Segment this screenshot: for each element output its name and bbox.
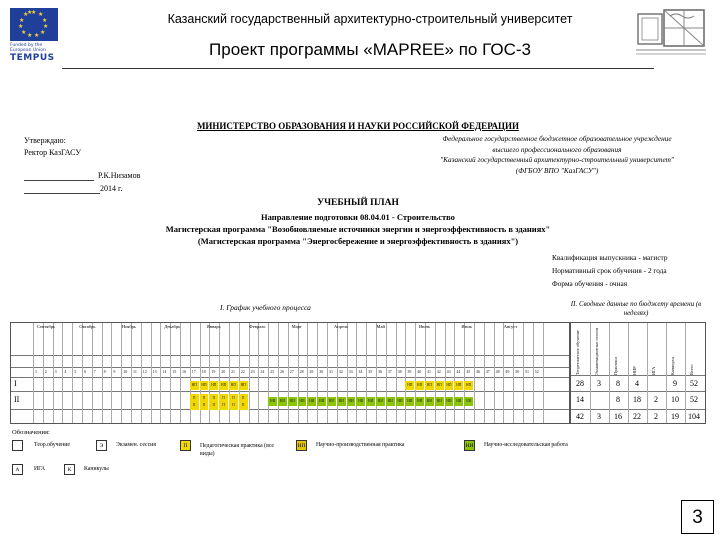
week-number: 50 [515,369,520,374]
schedule-cell: НП [229,381,239,390]
legend-title: Обозначения: [12,429,50,436]
week-divider [53,323,54,423]
week-divider [33,323,34,423]
week-number: 1 [35,369,37,374]
week-divider [62,323,63,423]
legend-box-production-practice: НП [296,440,307,451]
week-number: 36 [378,369,382,374]
signature-line [24,180,94,181]
summary-header: Практики [613,357,618,375]
week-number: 12 [142,369,147,374]
week-divider [327,323,328,423]
week-divider [121,323,122,423]
summary-value: 52 [690,379,698,388]
schedule-cell: П [190,394,200,403]
schedule-cell: НП [405,381,415,390]
summary-value: 2 [654,412,658,421]
legend-box-theory [12,440,23,451]
summary-value: 4 [635,379,639,388]
schedule-cell: П [209,401,219,410]
week-number: 14 [162,369,167,374]
week-divider [386,323,387,423]
slide-number: 3 [681,500,714,534]
week-number: 21 [231,369,235,374]
schedule-cell: П [239,394,249,403]
week-number: 40 [417,369,422,374]
schedule-cell: П [219,401,229,410]
summary-value: 42 [576,412,584,421]
eu-flag-icon: ★ ★ ★ ★ ★ ★ ★ ★ ★ ★ ★ ★ [10,8,58,41]
week-divider [102,323,103,423]
schedule-cell: НП [200,381,210,390]
week-divider [376,323,377,423]
week-number: 16 [182,369,186,374]
eu-caption: Funded by the European Union [10,43,46,53]
schedule-cell: П [200,401,210,410]
university-title: Казанский государственный архитектурно-строительный университет [167,12,573,26]
week-number: 39 [407,369,412,374]
week-divider [337,323,338,423]
program-alt-line: (Магистерская программа "Энергосбережение и энергоэффективность в зданиях") [197,236,519,246]
week-number: 8 [103,369,106,374]
summary-value: 2 [654,395,658,404]
course-label: I [14,379,17,388]
week-divider [435,323,436,423]
month-header: Январь [206,324,221,329]
week-number: 24 [260,369,265,374]
summary-divider [685,323,686,423]
week-divider [131,323,132,423]
summary-header: Экзаменационные сессии [594,328,599,375]
month-header: Октябрь [79,324,96,329]
week-number: 26 [280,369,284,374]
week-number: 52 [534,369,539,374]
week-divider [347,323,348,423]
schedule-cell: НИ [317,397,327,406]
summary-divider [666,323,667,423]
summary-value: 14 [576,395,584,404]
schedule-cell: НИ [425,397,435,406]
week-number: 3 [54,369,57,374]
week-divider [513,323,514,423]
header-divider [62,68,654,69]
schedule-cell: НП [190,381,200,390]
week-divider [170,323,171,423]
schedule-cell: П [239,401,249,410]
schedule-cell: НИ [415,397,425,406]
month-header: Ноябрь [121,324,136,329]
legend-label: Экзамен. сессия [116,442,156,448]
schedule-cell: НИ [366,397,376,406]
week-divider [249,323,250,423]
week-divider [474,323,475,423]
week-number: 28 [299,369,304,374]
week-divider [141,323,142,423]
week-divider [415,323,416,423]
week-divider [503,323,504,423]
plan-title: УЧЕБНЫЙ ПЛАН [317,198,399,208]
week-number: 32 [338,369,343,374]
summary-value: 10 [671,395,679,404]
week-number: 46 [476,369,480,374]
week-divider [151,323,152,423]
legend-box-vacation: К [64,464,75,475]
week-number: 35 [368,369,373,374]
week-number: 33 [348,369,353,374]
week-number: 43 [446,369,451,374]
week-divider [317,323,318,423]
summary-value: 19 [671,412,679,421]
summary-caption: II. Сводные данные по бюджету времени (в неделях) [570,300,702,317]
university-logo-icon [634,6,708,66]
week-divider [72,323,73,423]
summary-value: 9 [673,379,677,388]
schedule-cell: П [229,401,239,410]
week-divider [160,323,161,423]
org-line: высшего профессионального образования [492,144,622,154]
week-divider [268,323,269,423]
schedule-cell: П [229,394,239,403]
schedule-cell: НИ [405,397,415,406]
time-budget-table [570,322,706,424]
week-divider [278,323,279,423]
week-number: 34 [358,369,363,374]
week-divider [445,323,446,423]
schedule-cell: П [200,394,210,403]
approve-label: Утверждаю: [24,136,66,145]
month-header: Сентябрь [37,324,56,329]
approve-year: 2014 г. [100,184,123,193]
month-header: Декабрь [164,324,181,329]
week-number: 10 [123,369,128,374]
summary-value: 3 [597,379,601,388]
week-number: 15 [172,369,177,374]
study-plan-document [8,118,708,518]
week-number: 2 [44,369,47,374]
project-title: Проект программы «MAPREE» по ГОС-3 [209,40,531,59]
week-divider [454,323,455,423]
schedule-cell: НП [209,381,219,390]
week-divider [258,323,259,423]
week-number: 13 [152,369,157,374]
schedule-table [10,322,570,424]
week-divider [494,323,495,423]
summary-value: 3 [597,412,601,421]
schedule-cell: НИ [307,397,317,406]
month-header: Февраль [249,324,266,329]
summary-header: Каникулы [670,356,675,375]
month-header: Июнь [418,324,430,329]
week-number: 51 [525,369,529,374]
week-number: 44 [456,369,461,374]
legend-label: Научно-исследовательская работа [484,442,568,448]
week-number: 7 [93,369,96,374]
week-number: 25 [270,369,275,374]
summary-divider [609,323,610,423]
week-divider [111,323,112,423]
week-number: 37 [387,369,392,374]
week-divider [533,323,534,423]
legend-label: Научно-производственная практика [316,442,405,448]
schedule-cell: НИ [386,397,396,406]
week-number: 41 [427,369,431,374]
week-number: 29 [309,369,314,374]
summary-header: Теоретическое обучение [575,330,580,375]
summary-value: 22 [633,412,641,421]
schedule-cell: НИ [396,397,406,406]
direction-line: Направление подготовки 08.04.01 - Строительство [261,212,455,222]
week-number: 6 [84,369,86,374]
schedule-cell: НИ [376,397,386,406]
week-divider [307,323,308,423]
week-divider [43,323,44,423]
week-divider [425,323,426,423]
month-header: Март [291,324,302,329]
legend-label: Теор.обучение [34,442,70,448]
week-number: 38 [397,369,402,374]
schedule-cell: НИ [278,397,288,406]
schedule-cell: НИ [445,397,455,406]
week-number: 4 [64,369,67,374]
schedule-cell: НИ [327,397,337,406]
week-number: 47 [485,369,490,374]
legend-label: Педагогическая практика (все виды) [200,443,274,457]
week-divider [405,323,406,423]
month-header: Июль [461,324,473,329]
summary-value: 28 [576,379,584,388]
schedule-cell: НИ [288,397,298,406]
week-divider [484,323,485,423]
summary-header: ИГА [651,366,656,375]
week-divider [288,323,289,423]
legend-label: Каникулы [84,466,109,472]
schedule-cell: НИ [347,397,357,406]
legend-label: ИГА [34,466,46,472]
summary-value: 8 [616,395,620,404]
org-line: "Казанский государственный архитектурно-строительный университет" [440,155,674,165]
summary-divider [647,323,648,423]
org-line: (ФГБОУ ВПО "КазГАСУ") [515,165,599,175]
legend-box-final-attestation: А [12,464,23,475]
schedule-cell: П [190,401,200,410]
qualification-line: Квалификация выпускника - магистр [552,253,668,262]
month-header: Май [376,324,385,329]
duration-line: Нормативный срок обучения - 2 года [552,266,667,275]
study-form-line: Форма обучения - очная [552,279,628,288]
week-number: 5 [74,369,77,374]
schedule-cell: НП [415,381,425,390]
summary-value: 104 [688,412,700,421]
schedule-cell: НП [219,381,229,390]
legend-box-research: НИ [464,440,475,451]
week-number: 20 [221,369,226,374]
program-line: Магистерская программа "Возобновляемые источники энергии и энергоэффективность в зданиях" [165,224,551,234]
schedule-cell: П [219,394,229,403]
schedule-cell: НП [445,381,455,390]
week-number: 19 [211,369,216,374]
week-divider [356,323,357,423]
summary-header: Всего [689,364,694,375]
organization-block [412,134,702,176]
eu-tempus-logo [10,8,60,62]
rector-name: Р.К.Низамов [98,171,141,180]
week-divider [82,323,83,423]
week-number: 18 [201,369,206,374]
week-divider [92,323,93,423]
week-number: 23 [250,369,255,374]
week-number: 42 [436,369,441,374]
schedule-cell: НП [239,381,249,390]
schedule-cell: П [209,394,219,403]
week-divider [464,323,465,423]
course-label: II [14,395,20,404]
week-number: 30 [319,369,324,374]
summary-value: 8 [616,379,620,388]
org-line: Федеральное государственное бюджетное образовательное учреждение [442,134,672,143]
schedule-cell: НП [454,381,464,390]
schedule-cell: НИ [356,397,366,406]
week-number: 48 [495,369,500,374]
legend-box-practice: П [180,440,191,451]
week-divider [180,323,181,423]
summary-divider [590,323,591,423]
summary-divider [628,323,629,423]
schedule-cell: НИ [337,397,347,406]
schedule-cell: НИ [268,397,278,406]
week-divider [543,323,544,423]
week-divider [396,323,397,423]
week-number: 9 [113,369,116,374]
summary-value: 52 [690,395,698,404]
week-number: 49 [505,369,510,374]
tempus-label: TEMPUS [10,53,55,63]
week-divider [366,323,367,423]
schedule-cell: НИ [464,397,474,406]
schedule-cell: НИ [454,397,464,406]
month-header: Апрель [334,324,349,329]
summary-header: НИР [632,366,637,375]
week-number: 11 [133,369,137,374]
schedule-cell: НП [464,381,474,390]
summary-value: 16 [614,412,622,421]
schedule-cell: НИ [298,397,308,406]
week-number: 17 [191,369,196,374]
schedule-caption: I. График учебного процесса [220,303,311,312]
schedule-cell: НИ [435,397,445,406]
week-number: 27 [289,369,294,374]
summary-value: 18 [633,395,641,404]
week-number: 22 [240,369,245,374]
ministry-heading: МИНИСТЕРСТВО ОБРАЗОВАНИЯ И НАУКИ РОССИЙСКОЙ ФЕДЕРАЦИИ [196,121,520,131]
legend-box-exam: Э [96,440,107,451]
schedule-cell: НП [435,381,445,390]
month-header: Август [503,324,518,329]
date-line [24,193,100,194]
approve-role: Ректор КазГАСУ [24,148,82,157]
week-number: 31 [329,369,333,374]
week-number: 45 [466,369,471,374]
week-divider [523,323,524,423]
schedule-cell: НП [425,381,435,390]
week-divider [298,323,299,423]
